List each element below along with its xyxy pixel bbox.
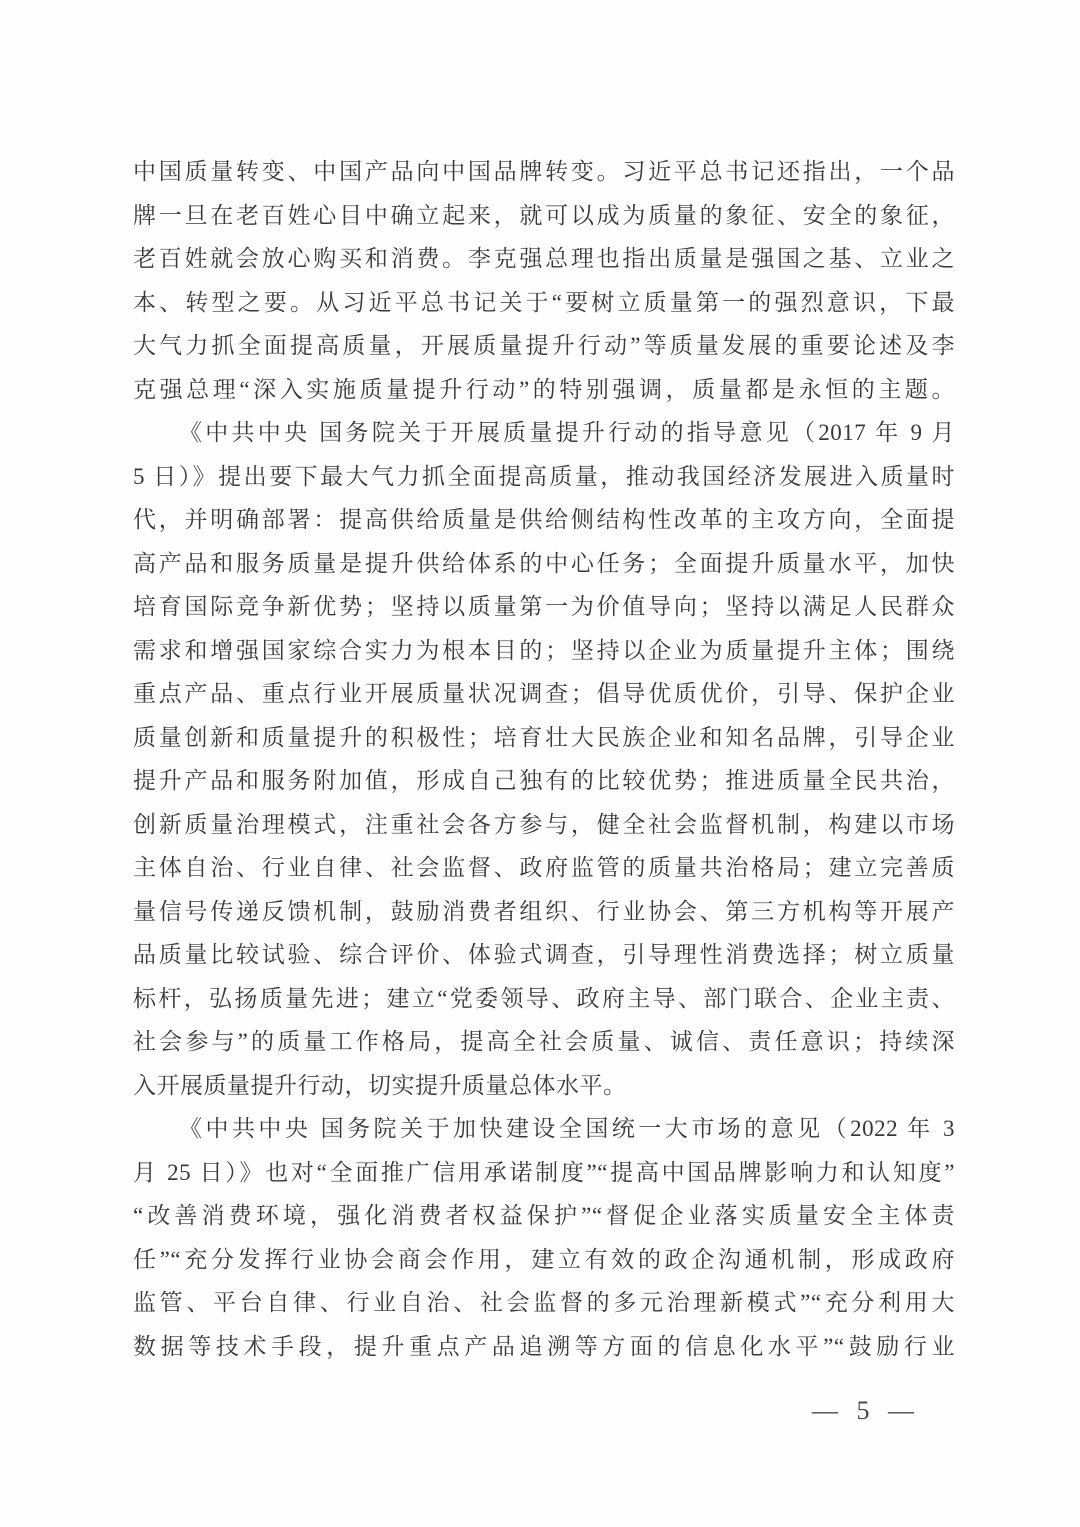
text-line: 《中共中央 国务院关于加快建设全国统一大市场的意见（2022 年 3 [179, 1116, 955, 1141]
text-line: 重点产品、重点行业开展质量状况调查；倡导优质优价，引导、保护企业 [133, 681, 955, 706]
text-line: 质量创新和质量提升的积极性；培育壮大民族企业和知名品牌，引导企业 [133, 724, 955, 750]
text-line: 大气力抓全面提高质量，开展质量提升行动”等质量发展的重要论述及李 [133, 333, 955, 358]
text-line: 监管、平台自律、行业自治、社会监督的多元治理新模式”“充分利用大 [133, 1290, 955, 1315]
text-line: 代，并明确部署：提高供给质量是供给侧结构性改革的主攻方向，全面提 [133, 507, 955, 532]
text-line: 需求和增强国家综合实力为根本目的；坚持以企业为质量提升主体；围绕 [133, 637, 955, 663]
text-line: 老百姓就会放心购买和消费。李克强总理也指出质量是强国之基、立业之 [133, 246, 955, 271]
text-line: 主体自治、行业自律、社会监督、政府监管的质量共治格局；建立完善质 [133, 855, 955, 880]
text-line: 标杆，弘扬质量先进；建立“党委领导、政府主导、部门联合、企业主责、 [133, 985, 955, 1011]
text-line: 本、转型之要。从习近平总书记关于“要树立质量第一的强烈意识，下最 [133, 289, 955, 315]
text-line: 入开展质量提升行动，切实提升质量总体水平。 [133, 1072, 627, 1098]
text-line: “改善消费环境，强化消费者权益保护”“督促企业落实质量安全主体责 [133, 1203, 955, 1228]
paragraph-3 [133, 1107, 955, 1368]
text-line: 创新质量治理模式，注重社会各方参与，健全社会监督机制，构建以市场 [133, 811, 955, 837]
text-line: 月 25 日）》也对“全面推广信用承诺制度”“提高中国品牌影响力和认知度” [133, 1159, 955, 1185]
text-line: 培育国际竞争新优势；坚持以质量第一为价值导向；坚持以满足人民群众 [133, 594, 955, 619]
text-line: 任”“充分发挥行业协会商会作用，建立有效的政企沟通机制，形成政府 [133, 1246, 955, 1272]
text-line: 高产品和服务质量是提升供给体系的中心任务；全面提升质量水平，加快 [133, 550, 955, 576]
text-line: 提升产品和服务附加值，形成自己独有的比较优势；推进质量全民共治， [133, 768, 955, 793]
text-line: 中国质量转变、中国产品向中国品牌转变。习近平总书记还指出，一个品 [133, 159, 955, 184]
text-column [133, 150, 955, 1368]
text-line: 5 日）》提出要下最大气力抓全面提高质量，推动我国经济发展进入质量时 [133, 463, 955, 489]
text-line: 社会参与”的质量工作格局，提高全社会质量、诚信、责任意识；持续深 [133, 1029, 955, 1054]
paragraph-2 [133, 411, 955, 1107]
text-line: 《中共中央 国务院关于开展质量提升行动的指导意见（2017 年 9 月 [179, 420, 955, 445]
text-line: 克强总理“深入实施质量提升行动”的特别强调，质量都是永恒的主题。 [133, 376, 955, 402]
text-line: 牌一旦在老百姓心目中确立起来，就可以成为质量的象征、安全的象征， [133, 202, 955, 228]
text-line: 数据等技术手段，提升重点产品追溯等方面的信息化水平”“鼓励行业 [133, 1333, 955, 1359]
paragraph-1 [133, 150, 955, 411]
page-number: — 5 — [812, 1396, 920, 1425]
text-line: 品质量比较试验、综合评价、体验式调查，引导理性消费选择；树立质量 [133, 942, 955, 967]
text-line: 量信号传递反馈机制，鼓励消费者组织、行业协会、第三方机构等开展产 [133, 898, 955, 924]
